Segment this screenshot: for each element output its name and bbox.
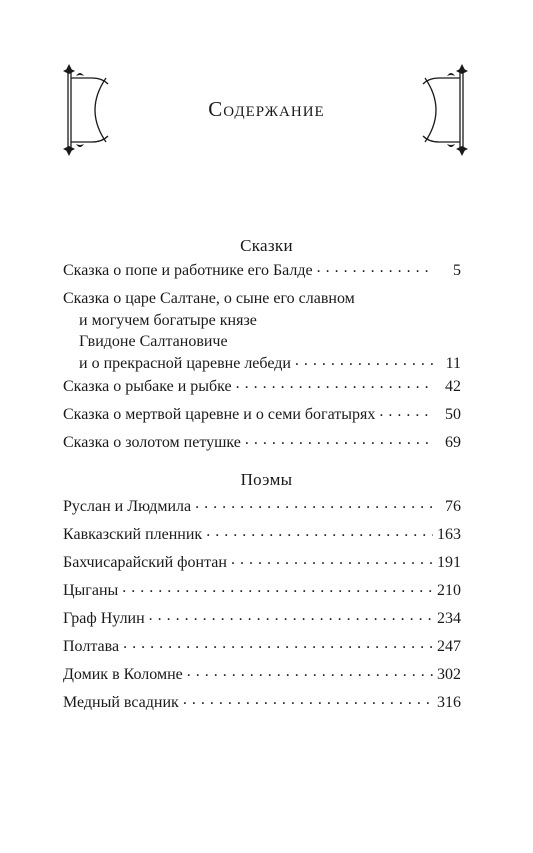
dot-leader <box>187 665 433 679</box>
toc-entry[interactable] <box>63 552 461 574</box>
toc-entry-title-continued: и о прекрасной царевне лебеди <box>79 354 291 372</box>
section-heading-skazki: Сказки <box>240 236 293 255</box>
toc-page-number: 76 <box>445 498 461 515</box>
toc-entry-title: Граф Нулин <box>63 610 145 627</box>
dot-leader <box>123 637 433 651</box>
toc-entry-title: Полтава <box>63 638 120 655</box>
toc-entry-title: Сказка о мертвой царевне и о семи богатырях <box>63 406 376 423</box>
toc-entry-title: Сказка о царе Салтане, о сыне его славном <box>63 290 355 307</box>
toc-entry-title: Руслан и Людмила <box>63 498 192 515</box>
toc-page-number: 247 <box>437 638 461 655</box>
toc-entry-title: Сказка о попе и работнике его Балде <box>63 262 313 279</box>
toc-entry-title-continued: и могучем богатыре князе <box>79 311 257 329</box>
toc-entry[interactable] <box>63 376 461 398</box>
toc-entry[interactable] <box>63 692 461 714</box>
section-heading-poemy: Поэмы <box>240 470 293 489</box>
toc-entry[interactable] <box>63 496 461 518</box>
toc-page-number: 5 <box>453 262 461 279</box>
toc-entry[interactable] <box>63 664 461 686</box>
toc-entry[interactable] <box>63 260 461 282</box>
dot-leader <box>295 354 433 368</box>
toc-entry-title: Сказка о рыбаке и рыбке <box>63 378 232 395</box>
dot-leader <box>195 497 433 511</box>
toc-page-number: 163 <box>437 526 461 543</box>
dot-leader <box>317 261 433 275</box>
dot-leader <box>183 693 433 707</box>
dot-leader <box>206 525 433 539</box>
toc-entry[interactable] <box>63 608 461 630</box>
toc-page-number: 302 <box>437 666 461 683</box>
toc-entry-title: Цыганы <box>63 582 119 599</box>
toc-entry-title: Медный всадник <box>63 694 179 711</box>
toc-page-number: 11 <box>445 354 461 372</box>
toc-entry-title: Домик в Коломне <box>63 666 183 683</box>
toc-entry[interactable] <box>63 288 461 374</box>
toc-page-number: 42 <box>445 378 461 395</box>
dot-leader <box>122 581 433 595</box>
toc-entry-title: Бахчисарайский фонтан <box>63 554 227 571</box>
toc-entry[interactable] <box>63 580 461 602</box>
dot-leader <box>245 433 433 447</box>
toc-entry[interactable] <box>63 404 461 426</box>
toc-page-number: 191 <box>437 554 461 571</box>
toc-page-number: 69 <box>445 434 461 451</box>
page-title: Содержание <box>208 97 325 121</box>
toc-entry[interactable] <box>63 432 461 454</box>
toc-page-number: 50 <box>445 406 461 423</box>
toc-page-number: 234 <box>437 610 461 627</box>
toc-entry[interactable] <box>63 524 461 546</box>
toc-entry-title: Сказка о золотом петушке <box>63 434 241 451</box>
toc-entry-title: Кавказский пленник <box>63 526 203 543</box>
dot-leader <box>379 405 433 419</box>
dot-leader <box>149 609 433 623</box>
dot-leader <box>231 553 433 567</box>
toc-entry[interactable] <box>63 636 461 658</box>
toc-page-number: 316 <box>437 694 461 711</box>
toc-entry-title-continued: Гвидоне Салтановиче <box>79 333 228 350</box>
toc-page-number: 210 <box>437 582 461 599</box>
dot-leader <box>236 377 433 391</box>
